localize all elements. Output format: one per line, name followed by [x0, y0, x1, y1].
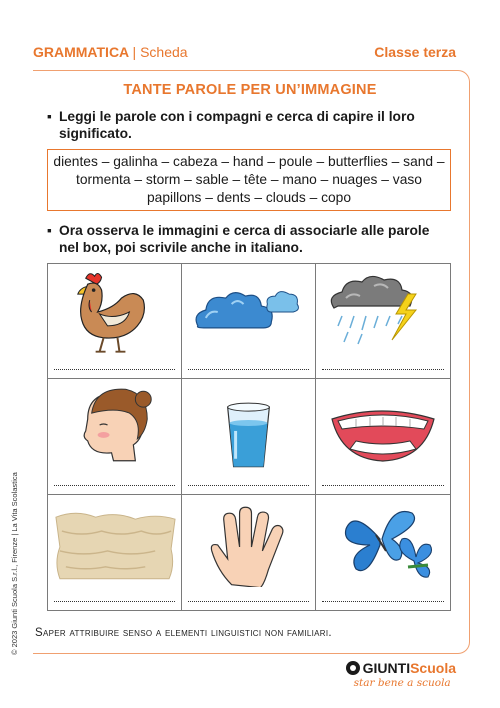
learning-goal: [35, 627, 332, 639]
instruction-text: Leggi le parole con i compagni e cerca di capire il loro significato.: [59, 109, 415, 141]
answer-line[interactable]: [322, 601, 444, 602]
grid-cell-butterflies: [316, 495, 450, 610]
teeth-icon: [316, 379, 450, 471]
subject-label: GRAMMATICA: [33, 44, 129, 60]
instruction-text: Ora osserva le immagini e cerca di associarle alle parole nel box, poi scrivile anche in italiano.: [59, 223, 430, 255]
answer-line[interactable]: [188, 601, 309, 602]
instruction-2: [47, 222, 447, 256]
answer-line[interactable]: [54, 485, 175, 486]
answer-line[interactable]: [322, 369, 444, 370]
grid-cell-glass: [182, 379, 316, 494]
hen-icon: [48, 264, 181, 356]
grid-cell-hand: [182, 495, 316, 610]
head-icon: [48, 379, 181, 471]
instruction-1: [47, 108, 447, 142]
grid-cell-storm: [316, 264, 450, 379]
answer-line[interactable]: [188, 369, 309, 370]
answer-line[interactable]: [188, 485, 309, 486]
butterflies-icon: [316, 495, 450, 587]
grid-cell-sand: [48, 495, 182, 610]
answer-line[interactable]: [322, 485, 444, 486]
goal-text: Saper attribuire senso a elementi linguistici non familiari.: [35, 627, 332, 639]
frame-top-line: [33, 70, 53, 71]
hand-icon: [182, 495, 315, 587]
storm-icon: [316, 264, 450, 356]
grid-cell-hen: [48, 264, 182, 379]
publisher-logo: [346, 660, 456, 689]
glass-icon: [182, 379, 315, 471]
page-title: TANTE PAROLE PER UN’IMMAGINE: [123, 82, 377, 98]
clouds-icon: [182, 264, 315, 356]
sand-icon: [48, 495, 181, 587]
copyright-note: © 2023 Giunti Scuola S.r.l., Firenze | La Vita Scolastica: [10, 472, 19, 655]
brand-accent: Scuola: [410, 660, 456, 676]
class-label: Classe terza: [374, 44, 456, 60]
sheet-type: Scheda: [140, 44, 188, 60]
grid-cell-clouds: [182, 264, 316, 379]
answer-line[interactable]: [54, 369, 175, 370]
logo-tagline: star bene a scuola: [353, 677, 451, 689]
header-subject: [33, 44, 188, 60]
bullet-icon: ▪: [47, 223, 52, 238]
word-list: dientes – galinha – cabeza – hand – poule – butterflies – sand – tormenta – storm – sable – tête – mano – nuages – vaso papillons – dents – clouds – copo: [53, 154, 445, 205]
separator: |: [132, 44, 137, 60]
grid-cell-teeth: [316, 379, 450, 494]
grid-cell-head: [48, 379, 182, 494]
image-grid: [47, 263, 451, 611]
word-box: [47, 149, 451, 211]
brand-name: GIUNTI: [362, 660, 411, 676]
bullet-icon: ▪: [47, 109, 52, 124]
logo-brand: [346, 660, 456, 676]
answer-line[interactable]: [54, 601, 175, 602]
logo-mark-icon: [346, 661, 360, 675]
